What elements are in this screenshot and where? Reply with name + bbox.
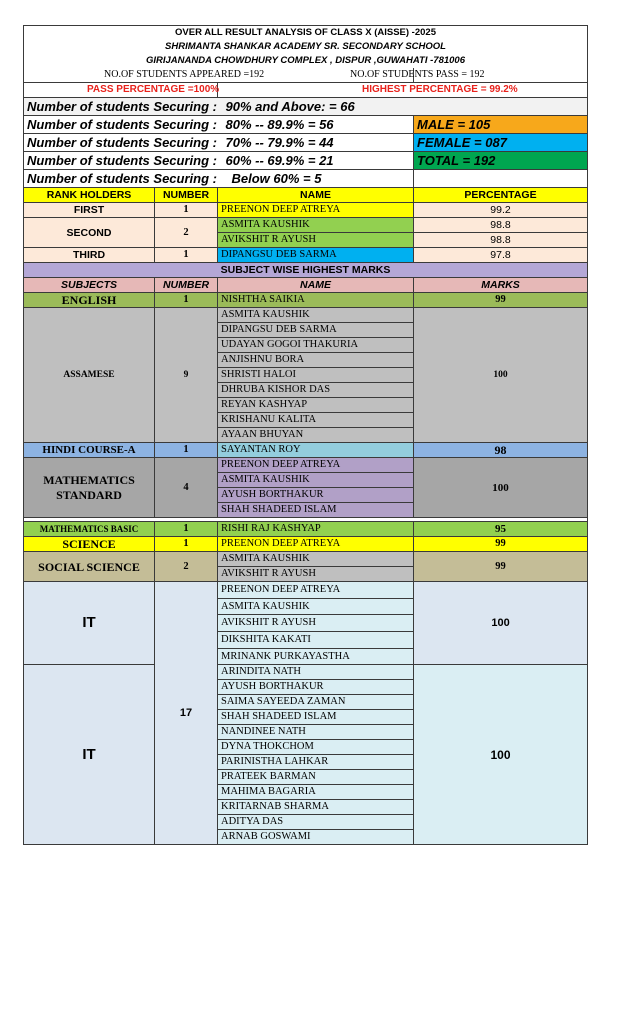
rank-name: AVIKSHIT R AYUSH — [218, 233, 414, 248]
rank-number: 1 — [155, 248, 218, 263]
securing-row — [24, 98, 588, 116]
student-name: AVIKSHIT R AYUSH — [218, 615, 414, 632]
student-name: ASMITA KAUSHIK — [218, 308, 414, 323]
student-name: SHAH SHADEED ISLAM — [218, 503, 414, 518]
securing-range: 90% and Above: = 66 — [218, 98, 588, 116]
student-name: AYUSH BORTHAKUR — [218, 680, 414, 695]
securing-row — [24, 134, 588, 152]
subject-number: 9 — [155, 308, 218, 443]
subject-marks: 100 — [414, 308, 588, 443]
rank-percentage: 98.8 — [414, 218, 588, 233]
securing-range: 70% -- 79.9% = 44 — [218, 134, 414, 152]
subject-marks: 99 — [414, 552, 588, 582]
securing-label: Number of students Securing : — [24, 152, 218, 170]
subject-name: MATHEMATICS STANDARD — [24, 458, 155, 518]
student-name: ASMITA KAUSHIK — [218, 599, 414, 615]
student-name: NANDINEE NATH — [218, 725, 414, 740]
subject-name: SOCIAL SCIENCE — [24, 552, 155, 582]
subject-row-math-basic — [24, 522, 588, 537]
subject-name: SCIENCE — [24, 537, 155, 552]
subject-name: IT — [24, 582, 155, 665]
school-address: GIRIJANANDA CHOWDHURY COMPLEX , DISPUR ,GUWAHATI -781006 — [24, 54, 588, 68]
student-name: MAHIMA BAGARIA — [218, 785, 414, 800]
subjects-header: SUBJECTS — [24, 278, 155, 293]
subject-row-science — [24, 537, 588, 552]
marks-header: MARKS — [414, 278, 588, 293]
student-name: PREENON DEEP ATREYA — [218, 537, 414, 552]
student-name: ADITYA DAS — [218, 815, 414, 830]
subject-header-row — [24, 278, 588, 293]
securing-row — [24, 170, 588, 188]
subject-row-it — [24, 582, 588, 599]
result-sheet — [23, 25, 587, 845]
report-title: OVER ALL RESULT ANALYSIS OF CLASS X (AISSE) -2025 — [24, 26, 588, 41]
male-count: MALE = 105 — [414, 116, 588, 134]
student-name: NISHTHA SAIKIA — [218, 293, 414, 308]
student-name: ARNAB GOSWAMI — [218, 830, 414, 845]
female-count: FEMALE = 087 — [414, 134, 588, 152]
rank-row-second — [24, 218, 588, 233]
subject-row-assamese — [24, 308, 588, 323]
subject-name: IT — [24, 665, 155, 845]
result-table — [23, 25, 588, 845]
rank-percentage: 99.2 — [414, 203, 588, 218]
name-header: NAME — [218, 188, 414, 203]
subject-row-social-science — [24, 552, 588, 567]
securing-row — [24, 116, 588, 134]
student-name: ASMITA KAUSHIK — [218, 473, 414, 488]
rank-name: ASMITA KAUSHIK — [218, 218, 414, 233]
student-name: DHRUBA KISHOR DAS — [218, 383, 414, 398]
student-name: KRISHANU KALITA — [218, 413, 414, 428]
student-name: AYUSH BORTHAKUR — [218, 488, 414, 503]
student-name: SAIMA SAYEEDA ZAMAN — [218, 695, 414, 710]
securing-range: 60% -- 69.9% = 21 — [218, 152, 414, 170]
subject-number: 17 — [155, 582, 218, 845]
student-name: PRATEEK BARMAN — [218, 770, 414, 785]
subject-number: 1 — [155, 537, 218, 552]
rank-number: 1 — [155, 203, 218, 218]
student-name: SHRISTI HALOI — [218, 368, 414, 383]
number-header: NUMBER — [155, 278, 218, 293]
subject-marks: 100 — [414, 582, 588, 665]
subject-row-it — [24, 665, 588, 680]
student-name: DIPANGSU DEB SARMA — [218, 323, 414, 338]
student-name: SAYANTAN ROY — [218, 443, 414, 458]
highest-percentage: HIGHEST PERCENTAGE = 99.2% — [218, 83, 588, 98]
pass-percentage: PASS PERCENTAGE =100% — [24, 83, 218, 98]
subject-name: HINDI COURSE-A — [24, 443, 155, 458]
rank-name: PREENON DEEP ATREYA — [218, 203, 414, 218]
name-header: NAME — [218, 278, 414, 293]
school-name: SHRIMANTA SHANKAR ACADEMY SR. SECONDARY SCHOOL — [24, 40, 588, 54]
subject-name: ENGLISH — [24, 293, 155, 308]
rank-name: DIPANGSU DEB SARMA — [218, 248, 414, 263]
subject-number: 1 — [155, 522, 218, 537]
student-name: PREENON DEEP ATREYA — [218, 458, 414, 473]
student-name: RISHI RAJ KASHYAP — [218, 522, 414, 537]
subject-number: 1 — [155, 443, 218, 458]
rank-header: RANK HOLDERS — [24, 188, 155, 203]
subject-marks: 95 — [414, 522, 588, 537]
students-appeared: NO.OF STUDENTS APPEARED =192 — [24, 68, 414, 83]
student-name: MRINANK PURKAYASTHA — [218, 649, 414, 665]
subject-row-hindi — [24, 443, 588, 458]
student-name: PARINISTHA LAHKAR — [218, 755, 414, 770]
rank-percentage: 97.8 — [414, 248, 588, 263]
student-name: ASMITA KAUSHIK — [218, 552, 414, 567]
student-name: ARINDITA NATH — [218, 665, 414, 680]
subject-marks: 100 — [414, 458, 588, 518]
subject-row-math-standard — [24, 458, 588, 473]
subject-marks: 98 — [414, 443, 588, 458]
rank-row-first — [24, 203, 588, 218]
securing-range: 80% -- 89.9% = 56 — [218, 116, 414, 134]
rank-percentage: 98.8 — [414, 233, 588, 248]
rank-label: THIRD — [24, 248, 155, 263]
subject-name: MATHEMATICS BASIC — [24, 522, 155, 537]
rank-label: FIRST — [24, 203, 155, 218]
number-header: NUMBER — [155, 188, 218, 203]
students-passed: NO.OF STUDENTS PASS = 192 — [414, 68, 588, 83]
securing-row — [24, 152, 588, 170]
subject-row-english — [24, 293, 588, 308]
student-name: AVIKSHIT R AYUSH — [218, 567, 414, 582]
subject-number: 2 — [155, 552, 218, 582]
subject-name: ASSAMESE — [24, 308, 155, 443]
rank-label: SECOND — [24, 218, 155, 248]
rank-header-row — [24, 188, 588, 203]
subject-title-row — [24, 263, 588, 278]
total-count: TOTAL = 192 — [414, 152, 588, 170]
student-name: ANJISHNU BORA — [218, 353, 414, 368]
securing-label: Number of students Securing : — [24, 98, 218, 116]
securing-label: Number of students Securing : — [24, 134, 218, 152]
student-name: DYNA THOKCHOM — [218, 740, 414, 755]
subject-marks: 99 — [414, 293, 588, 308]
percentage-header: PERCENTAGE — [414, 188, 588, 203]
student-name: UDAYAN GOGOI THAKURIA — [218, 338, 414, 353]
student-name: AYAAN BHUYAN — [218, 428, 414, 443]
securing-label: Number of students Securing : — [24, 170, 218, 188]
rank-row-third — [24, 248, 588, 263]
student-name: KRITARNAB SHARMA — [218, 800, 414, 815]
subject-number: 1 — [155, 293, 218, 308]
subject-marks: 99 — [414, 537, 588, 552]
student-name: DIKSHITA KAKATI — [218, 632, 414, 649]
student-name: REYAN KASHYAP — [218, 398, 414, 413]
student-name: PREENON DEEP ATREYA — [218, 582, 414, 599]
subject-marks: 100 — [414, 665, 588, 845]
subject-section-title: SUBJECT WISE HIGHEST MARKS — [24, 263, 588, 278]
rank-number: 2 — [155, 218, 218, 248]
securing-range: Below 60% = 5 — [218, 170, 414, 188]
securing-label: Number of students Securing : — [24, 116, 218, 134]
student-name: SHAH SHADEED ISLAM — [218, 710, 414, 725]
empty-cell — [414, 170, 588, 188]
subject-number: 4 — [155, 458, 218, 518]
